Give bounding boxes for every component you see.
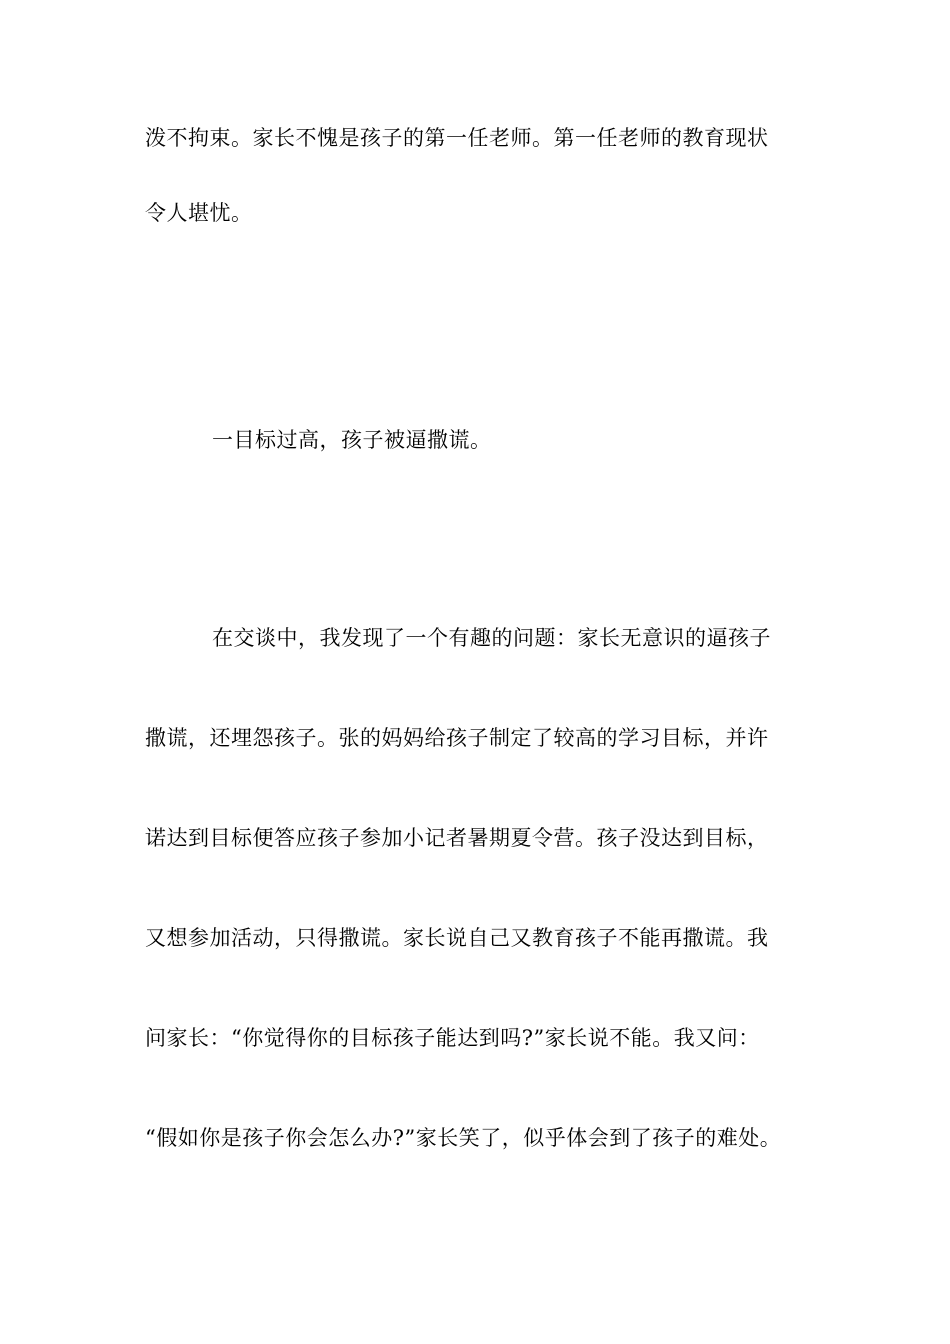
text-line: 泼不拘束。家长不愧是孩子的第一任老师。第一任老师的教育现状 [145, 126, 769, 150]
text-line: 撒谎，还埋怨孩子。张的妈妈给孩子制定了较高的学习目标，并许 [145, 726, 769, 750]
text-line: “假如你是孩子你会怎么办?”家长笑了，似乎体会到了孩子的难处。 [145, 1126, 782, 1150]
section-heading: 一目标过高，孩子被逼撒谎。 [212, 428, 492, 452]
text-line: 诺达到目标便答应孩子参加小记者暑期夏令营。孩子没达到目标， [145, 826, 769, 850]
text-line: 又想参加活动，只得撒谎。家长说自己又教育孩子不能再撒谎。我 [145, 926, 769, 950]
text-line: 令人堪忧。 [145, 201, 253, 225]
paragraph-first-line: 在交谈中，我发现了一个有趣的问题：家长无意识的逼孩子 [212, 626, 771, 650]
text-line: 问家长：“你觉得你的目标孩子能达到吗?”家长说不能。我又问： [145, 1026, 760, 1050]
